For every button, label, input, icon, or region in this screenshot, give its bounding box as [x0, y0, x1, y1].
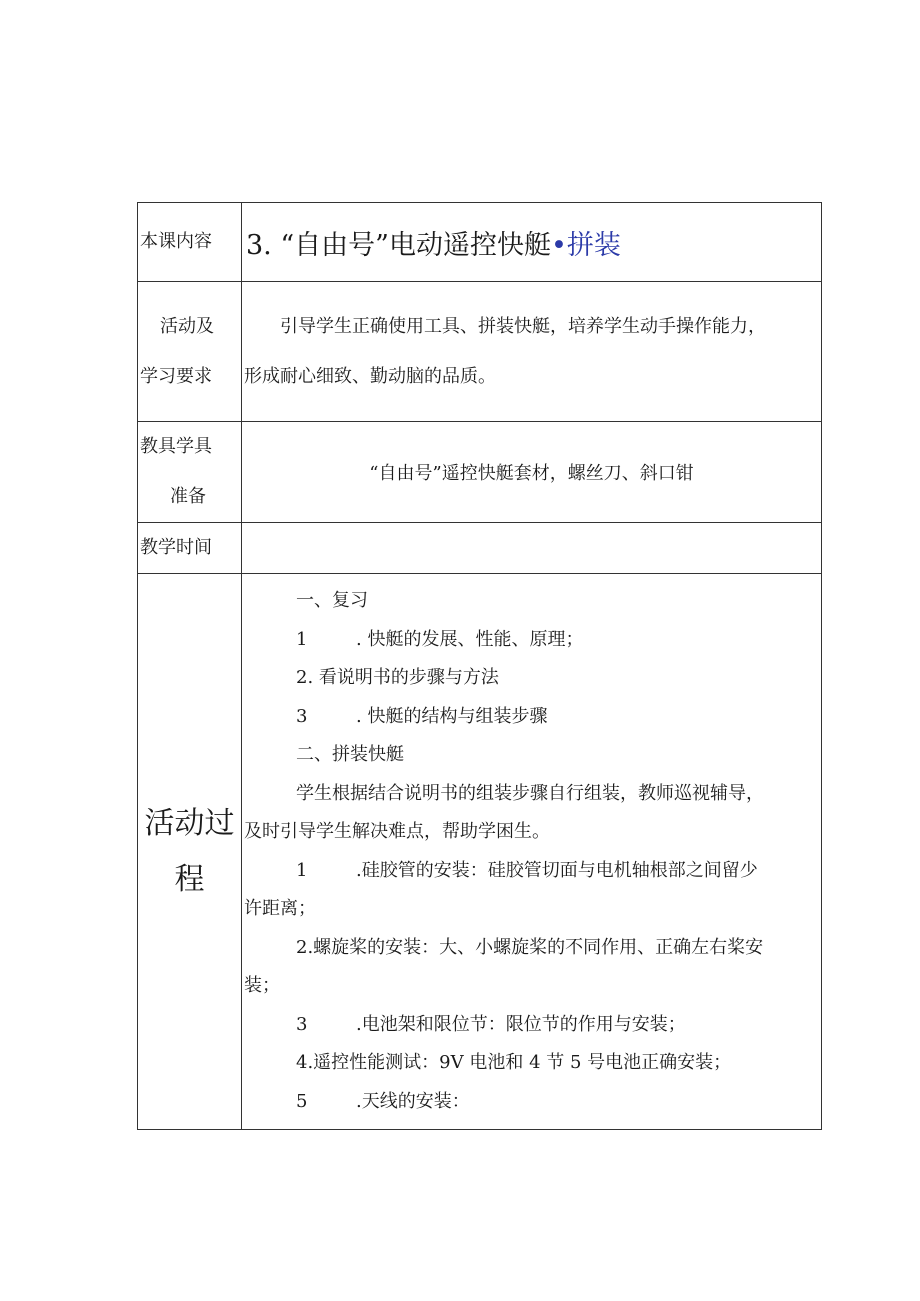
requirements-line2: 形成耐心细致、勤动脑的品质。 — [244, 365, 496, 387]
label-requirements-line2: 学习要求 — [140, 365, 212, 387]
review-item: 1 . 快艇的发展、性能、原理； — [296, 628, 584, 650]
label-process-line2: 程 — [174, 861, 205, 897]
step-item: 2.螺旋桨的安装：大、小螺旋桨的不同作用、正确左右桨安 — [296, 936, 764, 958]
lesson-title-main: 3. “自由号”电动遥控快艇 — [246, 229, 551, 261]
label-materials-line2: 准备 — [170, 486, 206, 507]
review-heading: 一、复习 — [296, 590, 368, 611]
label-lesson-content: 本课内容 — [138, 203, 242, 282]
lesson-plan-table — [137, 202, 822, 1130]
step-item: 3 .电池架和限位节：限位节的作用与安装； — [296, 1013, 686, 1035]
requirements-line1: 引导学生正确使用工具、拼装快艇，培养学生动手操作能力， — [280, 315, 766, 337]
step-item: 1 .硅胶管的安装：硅胶管切面与电机轴根部之间留少 — [296, 859, 758, 881]
assemble-heading: 二、拼装快艇 — [296, 744, 404, 765]
assemble-intro-line1: 学生根据结合说明书的组装步骤自行组装，教师巡视辅导， — [296, 782, 764, 804]
row-process — [138, 574, 822, 1130]
label-materials-line1: 教具学具 — [140, 436, 212, 457]
step-item: 4.遥控性能测试：9V 电池和 4 节 5 号电池正确安装； — [296, 1052, 732, 1073]
row-lesson-content — [138, 203, 822, 282]
time-value — [242, 523, 822, 574]
row-requirements — [138, 282, 822, 422]
label-process — [138, 574, 242, 1130]
materials-text: “自由号”遥控快艇套材，螺丝刀、斜口钳 — [242, 422, 822, 523]
process-content — [242, 574, 822, 1130]
step-item-continued: 装； — [244, 975, 280, 996]
requirements-text — [242, 282, 822, 422]
label-time: 教学时间 — [138, 523, 242, 574]
step-item-continued: 许距离； — [244, 898, 316, 919]
lesson-title-suffix: •拼装 — [550, 229, 621, 261]
row-time — [138, 523, 822, 574]
label-materials — [138, 422, 242, 523]
review-item: 2. 看说明书的步骤与方法 — [296, 667, 499, 688]
label-process-line1: 活动过 — [144, 805, 235, 841]
review-item: 3 . 快艇的结构与组装步骤 — [296, 705, 548, 727]
label-requirements — [138, 282, 242, 422]
assemble-intro-line2: 及时引导学生解决难点，帮助学困生。 — [244, 821, 550, 842]
lesson-title — [242, 203, 822, 282]
label-requirements-line1: 活动及 — [160, 315, 214, 337]
step-item: 5 .天线的安装： — [296, 1090, 470, 1112]
row-materials — [138, 422, 822, 523]
